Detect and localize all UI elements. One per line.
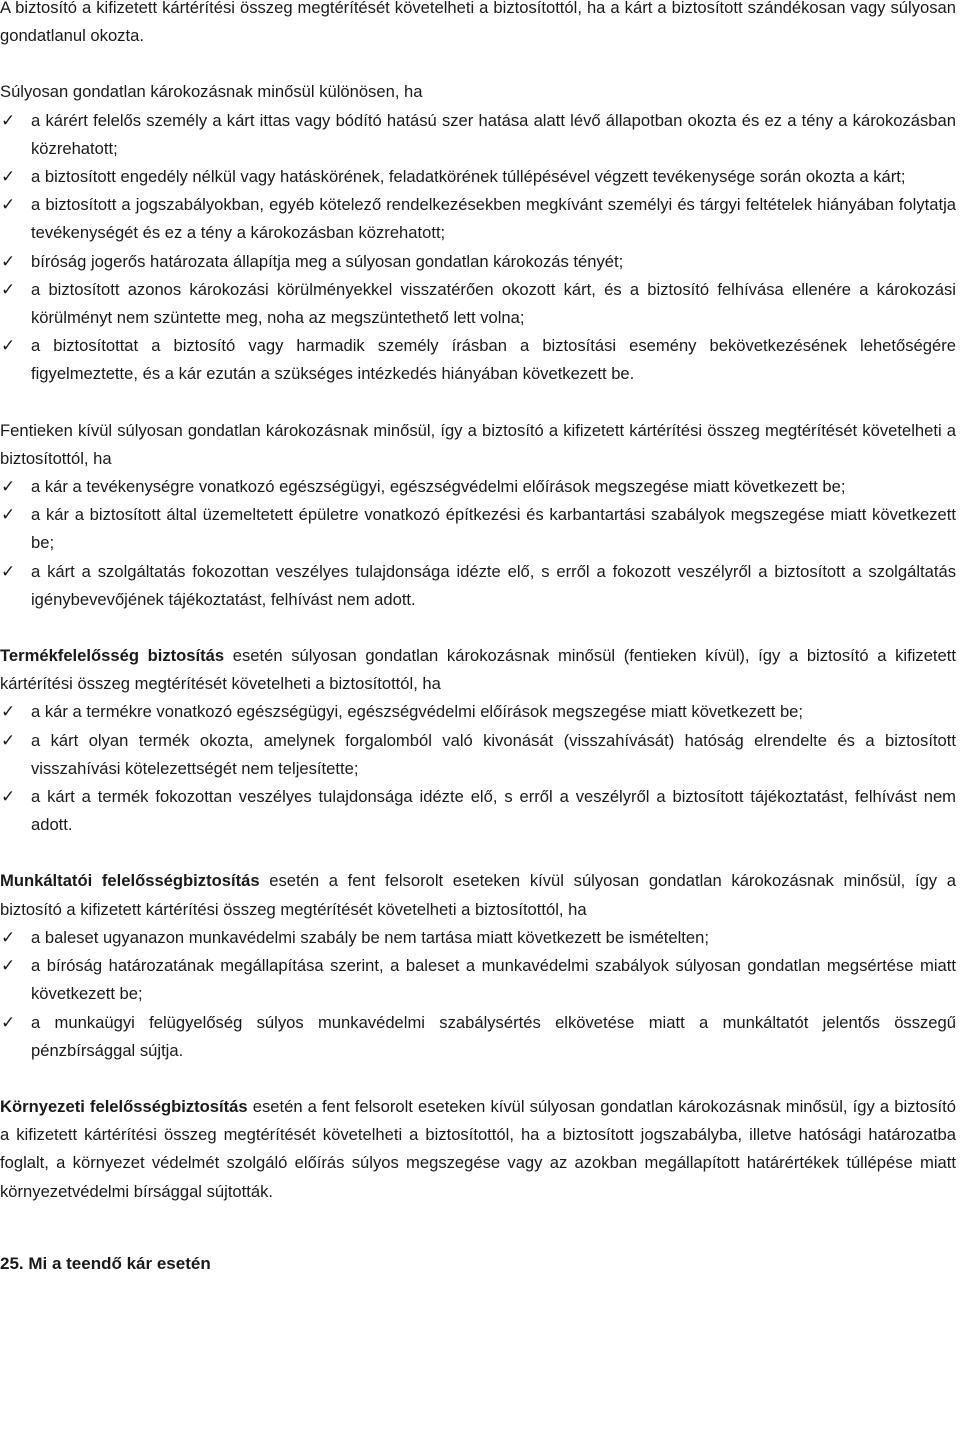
check-icon: ✓ [1, 167, 16, 188]
section-title: Környezeti felelősségbiztosítás [0, 1096, 248, 1116]
list-item [0, 248, 956, 276]
checklist [0, 924, 956, 1065]
list-item [0, 191, 956, 247]
list-item [0, 107, 956, 163]
check-icon: ✓ [1, 505, 16, 526]
section-lead-text: esetén súlyosan gondatlan károkozásnak minősül (fentieken kívül), így a biztosító a kifizetett kártérítési összeg megtérítését követelheti a biztosítottól, ha [0, 646, 956, 694]
check-icon: ✓ [1, 336, 16, 357]
section-lead-text: esetén a fent felsorolt eseteken kívül súlyosan gondatlan károkozásnak minősül, így a biztosító a kifizetett kártérítési összeg megtérítését követelheti a biztosítottól, ha a biztosított jogszabályba, illetve hatósági határozatba foglalt, a környezet védelmét szolgáló előírás súlyos megszegése vagy az azokban megállapított határértékek túllépése miatt környezetvédelmi bírsággal sújtották. [0, 1096, 957, 1201]
section-lead: Fentieken kívül súlyosan gondatlan károkozásnak minősül, így a biztosító a kifizetett kártérítési összeg megtérítését követelheti a biztosítottól, ha [0, 420, 956, 468]
list-item-text: a biztosított azonos károkozási körülményekkel visszatérően okozott kárt, és a biztosító felhívása ellenére a károkozási körülményt nem szüntette meg, noha az megszüntethető lett volna; [31, 279, 956, 328]
list-item-text: a kárt olyan termék okozta, amelynek forgalomból való kivonását (visszahívását) hatóság elrendelte és a biztosított visszahívási kötelezettségét nem teljesítette; [31, 730, 956, 778]
list-item-text: a bíróság határozatának megállapítása szerint, a baleset a munkavédelmi szabályok súlyosan gondatlan megsértése miatt következett be; [31, 956, 956, 1004]
section-lead [0, 867, 956, 923]
list-item [0, 473, 956, 501]
check-icon: ✓ [1, 956, 16, 977]
list-item-text: a kárért felelős személy a kárt ittas vagy bódító hatású szer hatása alatt lévő állapotban okozta és ez a tény a károkozásban közrehatott; [31, 110, 956, 158]
list-item [0, 276, 956, 332]
section-product-liability [0, 642, 956, 839]
section-heading: 25. Mi a teendő kár esetén [0, 1253, 211, 1273]
list-item [0, 924, 956, 952]
list-item [0, 332, 956, 388]
list-item [0, 783, 956, 839]
check-icon: ✓ [1, 110, 16, 131]
list-item-text: a kárt a termék fokozottan veszélyes tulajdonsága idézte elő, s erről a veszélyről a biztosított tájékoztatást, felhívást nem adott. [31, 787, 956, 835]
list-item-text: a kár a termékre vonatkozó egészségügyi, egészségvédelmi előírások megszegése miatt következett be; [31, 702, 804, 722]
list-item-text: a biztosítottat a biztosító vagy harmadik személy írásban a biztosítási esemény bekövetkezésének lehetőségére figyelmeztette, és a kár ezután a szükséges intézkedés hiányában következett be. [31, 336, 956, 384]
check-icon: ✓ [1, 279, 16, 300]
section-lead: Súlyosan gondatlan károkozásnak minősül különösen, ha [0, 82, 423, 102]
list-item-text: a biztosított a jogszabályokban, egyéb kötelező rendelkezésekben megkívánt személyi és tárgyi feltételek hiányában folytatja tevékenységét és ez a tény a károkozásban közrehatott; [31, 195, 956, 243]
section-title: Munkáltatói felelősségbiztosítás [0, 871, 260, 891]
list-item-text: a baleset ugyanazon munkavédelmi szabály be nem tartása miatt következett be ismételten; [31, 927, 709, 947]
check-icon: ✓ [1, 927, 16, 948]
checklist [0, 473, 956, 614]
check-icon: ✓ [1, 561, 16, 582]
list-item-text: a munkaügyi felügyelőség súlyos munkavédelmi szabálysértés elkövetése miatt a munkáltatót jelentős összegű pénzbírsággal sújtja. [31, 1012, 956, 1060]
section-employer-liability [0, 867, 956, 1064]
check-icon: ✓ [1, 251, 16, 272]
list-item [0, 1009, 956, 1065]
list-item-text: a biztosított engedély nélkül vagy hatáskörének, feladatkörének túllépésével végzett tevékenysége során okozta a kárt; [31, 167, 906, 187]
check-icon: ✓ [1, 477, 16, 498]
section-gross-negligence [0, 78, 956, 388]
list-item [0, 163, 956, 191]
list-item-text: bíróság jogerős határozata állapítja meg a súlyosan gondatlan károkozás tényét; [31, 251, 624, 271]
section-lead-text: esetén a fent felsorolt eseteken kívül súlyosan gondatlan károkozásnak minősül, így a biztosító a kifizetett kártérítési összeg megtérítését követelheti a biztosítottól, ha [0, 871, 956, 919]
intro-paragraph: A biztosító a kifizetett kártérítési összeg megtérítését követelheti a biztosítottól, ha a kárt a biztosított szándékosan vagy súlyosan gondatlanul okozta. [0, 0, 956, 46]
list-item [0, 558, 956, 614]
section-additional-cases [0, 417, 956, 614]
check-icon: ✓ [1, 702, 16, 723]
section-lead [0, 642, 956, 698]
list-item-text: a kár a biztosított által üzemeltetett épületre vonatkozó építkezési és karbantartási szabályok megszegése miatt következett be; [31, 505, 956, 553]
list-item [0, 952, 956, 1008]
section-lead [0, 1093, 956, 1206]
list-item [0, 698, 956, 726]
check-icon: ✓ [1, 195, 16, 216]
check-icon: ✓ [1, 730, 16, 751]
checklist [0, 698, 956, 839]
list-item-text: a kárt a szolgáltatás fokozottan veszélyes tulajdonsága idézte elő, s erről a fokozott veszélyről a biztosított a szolgáltatás igénybevevőjének tájékoztatást, felhívást nem adott. [31, 561, 956, 609]
section-environmental-liability [0, 1093, 956, 1206]
check-icon: ✓ [1, 1012, 16, 1033]
check-icon: ✓ [1, 787, 16, 808]
checklist [0, 107, 956, 389]
list-item-text: a kár a tevékenységre vonatkozó egészségügyi, egészségvédelmi előírások megszegése miatt következett be; [31, 477, 846, 497]
list-item [0, 501, 956, 557]
list-item [0, 727, 956, 783]
section-title: Termékfelelősség biztosítás [0, 646, 225, 666]
